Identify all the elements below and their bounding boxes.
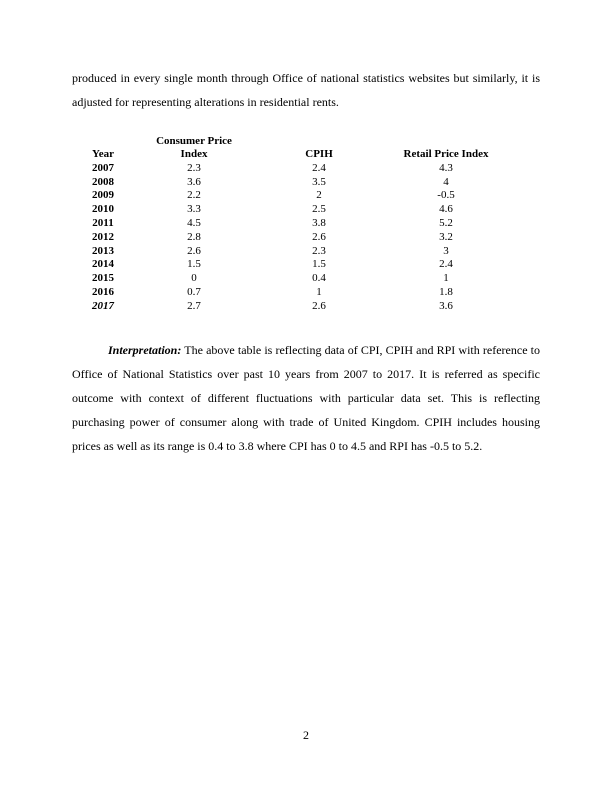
cpi-header: Index	[180, 148, 208, 160]
cpi-cell: 2.2	[187, 189, 201, 202]
table-row	[72, 189, 508, 203]
cpih-cell: 2.3	[312, 244, 326, 257]
cpih-cell: 3.8	[312, 216, 326, 229]
cpih-header: CPIH	[305, 148, 333, 160]
table-row	[72, 286, 508, 300]
cpih-cell: 1.5	[312, 258, 326, 271]
cpi-cell: 0.7	[187, 285, 201, 298]
year-cell: 2010	[92, 203, 114, 216]
table-row	[72, 300, 508, 314]
year-cell: 2012	[92, 230, 114, 243]
year-cell: 2007	[92, 161, 114, 174]
cpih-cell: 2	[316, 189, 322, 202]
rpi-cell: 4.6	[439, 203, 453, 216]
cpi-cell: 2.3	[187, 161, 201, 174]
table-row	[72, 217, 508, 231]
rpi-cell: 1.8	[439, 285, 453, 298]
year-cell: 2013	[92, 244, 114, 257]
table-row	[72, 203, 508, 217]
cpi-cell: 0	[191, 272, 197, 285]
year-cell: 2015	[92, 272, 114, 285]
cpih-cell: 2.5	[312, 203, 326, 216]
cpi-cell: 2.6	[187, 244, 201, 257]
rpi-cell: -0.5	[437, 189, 455, 202]
cpi-cell: 3.6	[187, 175, 201, 188]
cpi-cell: 1.5	[187, 258, 201, 271]
cpih-cell: 1	[316, 285, 322, 298]
cpi-cell: 3.3	[187, 203, 201, 216]
interpretation-text: The above table is reflecting data of CPI, CPIH and RPI with reference to Office of National Statistics over past 10 years from 2007 to 2017. It is referred as specific outcome with context of different fluctuations with particular data set. This is reflecting purchasing power of consumer along with trade of United Kingdom. CPIH includes housing prices as well as its range is 0.4 to 3.8 where CPI has 0 to 4.5 and RPI has -0.5 to 5.2.	[72, 343, 540, 453]
table-row	[72, 231, 508, 245]
cpi-cell: 2.7	[187, 299, 201, 312]
year-cell: 2016	[92, 285, 114, 298]
cpih-cell: 3.5	[312, 175, 326, 188]
table-row	[72, 272, 508, 286]
table-row	[72, 162, 508, 176]
page-number: 2	[303, 728, 309, 742]
intro-line-1: produced in every single month through Office of national statistics websites but similarly, it is	[72, 71, 540, 85]
price-index-table	[72, 132, 542, 314]
table-row	[72, 245, 508, 259]
rpi-cell: 2.4	[439, 258, 453, 271]
table-row	[72, 258, 508, 272]
cpi-header-top: Consumer Price	[156, 135, 232, 147]
cpih-cell: 2.4	[312, 161, 326, 174]
year-cell: 2011	[92, 216, 114, 229]
rpi-cell: 4.3	[439, 161, 453, 174]
cpih-cell: 2.6	[312, 230, 326, 243]
rpi-cell: 3.6	[439, 299, 453, 312]
rpi-header: Retail Price Index	[403, 148, 489, 160]
year-cell: 2008	[92, 175, 114, 188]
table-row	[72, 176, 508, 190]
rpi-cell: 4	[443, 175, 449, 188]
interpretation-label: Interpretation:	[108, 343, 182, 357]
intro-line-2: adjusted for representing alterations in residential rents.	[72, 95, 339, 109]
interpretation-paragraph	[72, 338, 540, 458]
rpi-cell: 3	[443, 244, 449, 257]
year-cell: 2017	[92, 299, 114, 312]
rpi-cell: 3.2	[439, 230, 453, 243]
year-cell: 2009	[92, 189, 114, 202]
intro-paragraph	[72, 66, 540, 114]
cpih-cell: 0.4	[312, 272, 326, 285]
year-cell: 2014	[92, 258, 114, 271]
rpi-cell: 1	[443, 272, 449, 285]
cpi-cell: 2.8	[187, 230, 201, 243]
cpi-cell: 4.5	[187, 216, 201, 229]
rpi-cell: 5.2	[439, 216, 453, 229]
cpih-cell: 2.6	[312, 299, 326, 312]
year-header: Year	[92, 148, 114, 160]
